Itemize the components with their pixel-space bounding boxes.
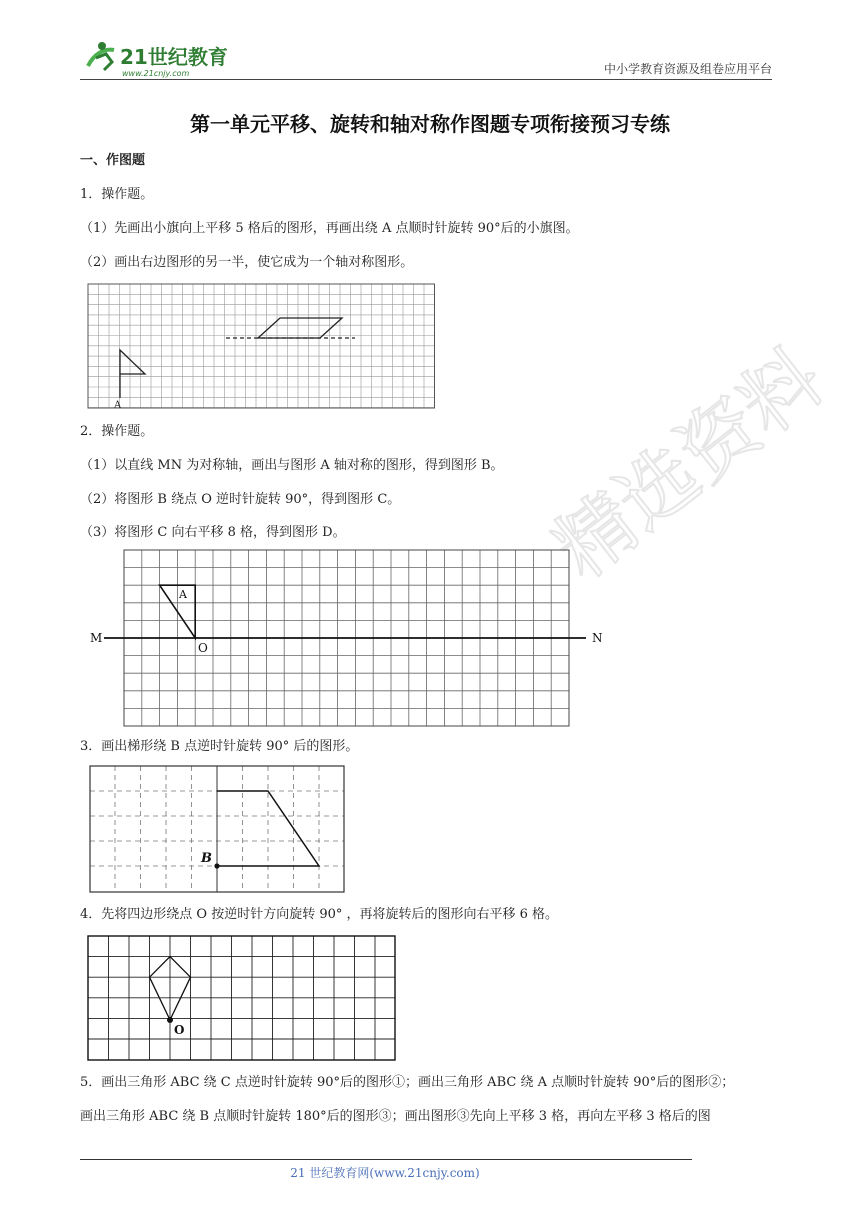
q1-part2: （2）画出右边图形的另一半，使它成为一个轴对称图形。 [80,255,414,270]
logo-text: 21世纪教育 [120,45,228,69]
q2-part3: （3）将图形 C 向右平移 8 格，得到图形 D。 [80,525,346,540]
header-platform-text: 中小学教育资源及组卷应用平台 [603,62,772,76]
header-divider [80,79,772,80]
q1-heading: 1．操作题。 [80,187,154,202]
q1-grid-figure [80,280,440,412]
q2-label-a: A [179,588,187,601]
q1-label-a: A [114,400,122,411]
logo-url: www.21cnjy.com [122,69,190,78]
q2-part1: （1）以直线 MN 为对称轴，画出与图形 A 轴对称的图形，得到图形 B。 [80,458,504,473]
q1-part1: （1）先画出小旗向上平移 5 格后的图形，再画出绕 A 点顺时针旋转 90°后的小旗图。 [80,221,579,236]
q2-part2: （2）将图形 B 绕点 O 逆时针旋转 90°，得到图形 C。 [80,492,401,507]
footer-text: 21 世纪教育网(www.21cnjy.com) [290,1166,480,1180]
section-heading: 一、作图题 [80,153,146,168]
q3-heading: 3．画出梯形绕 B 点逆时针旋转 90° 后的图形。 [80,739,359,754]
q2-label-o: O [198,641,208,655]
footer-divider [80,1159,692,1160]
q2-label-m: M [90,631,103,645]
q2-grid-figure [86,546,616,730]
page-title: 第一单元平移、旋转和轴对称作图题专项衔接预习专练 [190,112,670,136]
q4-label-o: O [174,1023,185,1037]
q5-line2: 画出三角形 ABC 绕 B 点顺时针旋转 180°后的图形③；画出图形③先向上平移 3 格，再向左平移 3 格后的图 [80,1109,711,1124]
watermark-text: 精选资料 [538,332,841,596]
q3-grid-figure [86,762,350,896]
q5-line1: 5．画出三角形 ABC 绕 C 点逆时针旋转 90°后的图形①；画出三角形 ABC 绕 A 点顺时针旋转 90°后的图形②； [80,1075,735,1090]
q4-grid-figure [84,932,400,1064]
q2-heading: 2．操作题。 [80,424,154,439]
q4-heading: 4．先将四边形绕点 O 按逆时针方向旋转 90° ，再将旋转后的图形向右平移 6 格。 [80,907,559,922]
q3-label-b: B [201,851,212,866]
site-logo [80,36,250,80]
q2-label-n: N [592,631,603,645]
